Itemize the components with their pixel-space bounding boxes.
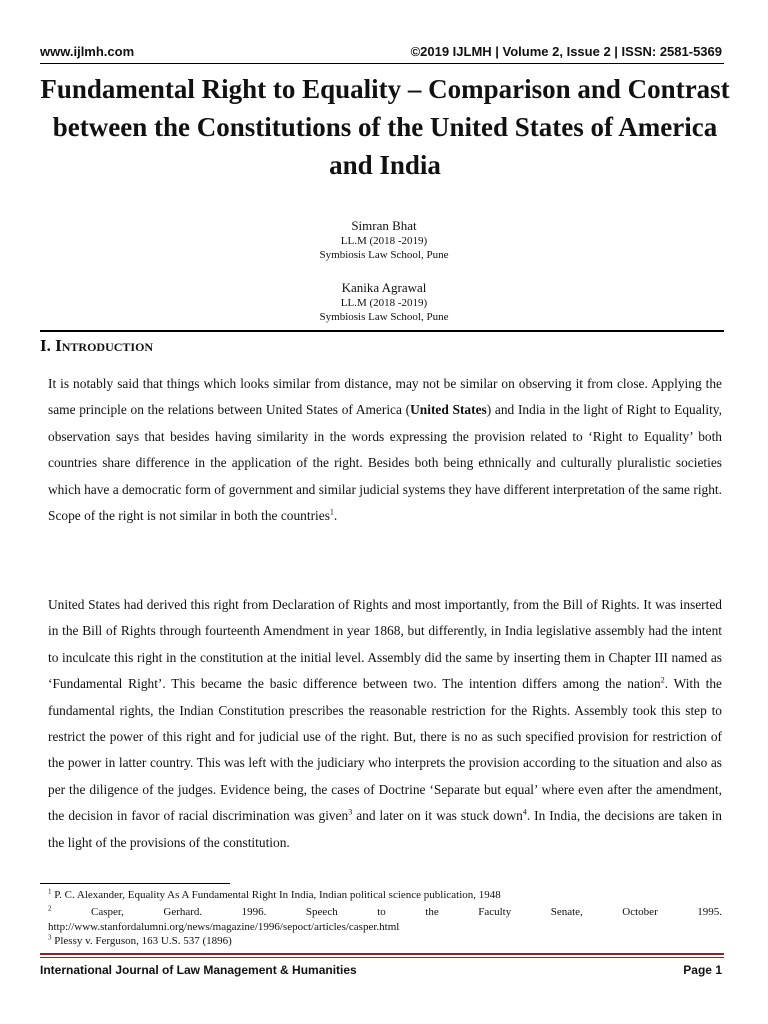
paper-title: Fundamental Right to Equality – Comparison and Contrast between the Constitutions of the United States of America and India xyxy=(40,74,730,180)
footnote-divider xyxy=(40,883,230,884)
footer-journal-name: International Journal of Law Management & Humanities xyxy=(40,963,357,977)
bold-term: United States xyxy=(410,402,487,418)
footnote xyxy=(48,906,722,919)
section-title: Introduction xyxy=(55,336,154,355)
author-degree: LL.M (2018 -2019) xyxy=(340,297,428,309)
author-degree: LL.M (2018 -2019) xyxy=(340,235,428,247)
paragraph-text: United States had derived this right from Declaration of Rights and most importantly, from the Bill of Rights. It was inserted in the Bill of Rights through fourteenth Amendment in year 1868, but differently, in India legislative assembly had the intent to inculcate this right in the constitution at the initial level. Assembly did the same by inserting them in Chapter III named as ‘Fundamental Right’. This became the basic difference between two. The intention differs among the nation xyxy=(48,597,722,692)
section-number: I. xyxy=(40,336,51,355)
paragraph-text: . In India, the decisions are taken in the light of the provisions of the constitution. xyxy=(48,808,722,850)
footnote-ref[interactable]: 1 xyxy=(329,507,334,517)
footnote-ref[interactable]: 3 xyxy=(348,807,353,817)
section-divider xyxy=(40,330,724,332)
body-paragraph xyxy=(48,592,722,856)
author-block xyxy=(0,280,768,324)
footer-divider-thin xyxy=(40,957,724,958)
author-affiliation: Symbiosis Law School, Pune xyxy=(319,311,449,323)
paragraph-text: . xyxy=(333,508,338,524)
footnote-text: Plessy v. Ferguson, 163 U.S. 537 (1896) xyxy=(54,935,232,947)
author-affiliation: Symbiosis Law School, Pune xyxy=(319,249,449,261)
footnote-text: P. C. Alexander, Equality As A Fundamental Right In India, Indian political science publication, 1948 xyxy=(54,889,501,901)
author-name: Simran Bhat xyxy=(351,218,417,233)
section-heading xyxy=(40,336,153,356)
footnote-ref[interactable]: 4 xyxy=(522,807,527,817)
paragraph-text: It is notably said that things which looks similar from distance, may not be similar on observing it from close. Applying the same principle on the relations between United States of America ( xyxy=(48,376,722,418)
footnote xyxy=(48,889,722,902)
footnote-ref[interactable]: 2 xyxy=(660,675,665,685)
journal-citation: ©2019 IJLMH | Volume 2, Issue 2 | ISSN: 2581-5369 xyxy=(410,44,722,59)
body-paragraph xyxy=(48,371,722,529)
footnote xyxy=(48,935,722,948)
journal-website: www.ijlmh.com xyxy=(40,44,135,59)
footnote-text: Casper, Gerhard. 1996. Speech to the Faculty Senate, October 1995. xyxy=(91,906,722,918)
footnote-mark: 1 xyxy=(48,887,52,896)
footer-divider xyxy=(40,953,724,955)
footnote-mark: 2 xyxy=(48,904,52,913)
header-divider xyxy=(40,63,724,64)
author-block xyxy=(0,218,768,262)
paragraph-text: and later on it was stuck down xyxy=(352,808,523,824)
page-number: Page 1 xyxy=(683,963,722,977)
author-name: Kanika Agrawal xyxy=(341,280,427,295)
footnote-mark: 3 xyxy=(48,933,52,942)
paragraph-text: ) and India in the light of Right to Equality, observation says that besides having similarity in the words expressing the provision related to ‘Right to Equality’ both countries share difference in the application of the right. Besides both being ethnically and culturally pluralistic societies which have a democratic form of government and similar judicial systems they have different interpretation of the same right. Scope of the right is not similar in both the countries xyxy=(48,402,722,524)
paragraph-text: . With the fundamental rights, the Indian Constitution prescribes the reasonable restriction for the Rights. Assembly took this step to restrict the power of this right and for judicial use of the right. But, there is no as such specified provision for restriction of the power in latter country. This was left with the judiciary who interprets the provision according to the situation and also as per the diligence of the judges. Evidence being, the cases of Doctrine ‘Separate but equal’ where even after the amendment, the decision in favor of racial discrimination was given xyxy=(48,676,722,824)
footnote-link[interactable]: http://www.stanfordalumni.org/news/magazine/1996/sepoct/articles/casper.html xyxy=(48,921,400,933)
